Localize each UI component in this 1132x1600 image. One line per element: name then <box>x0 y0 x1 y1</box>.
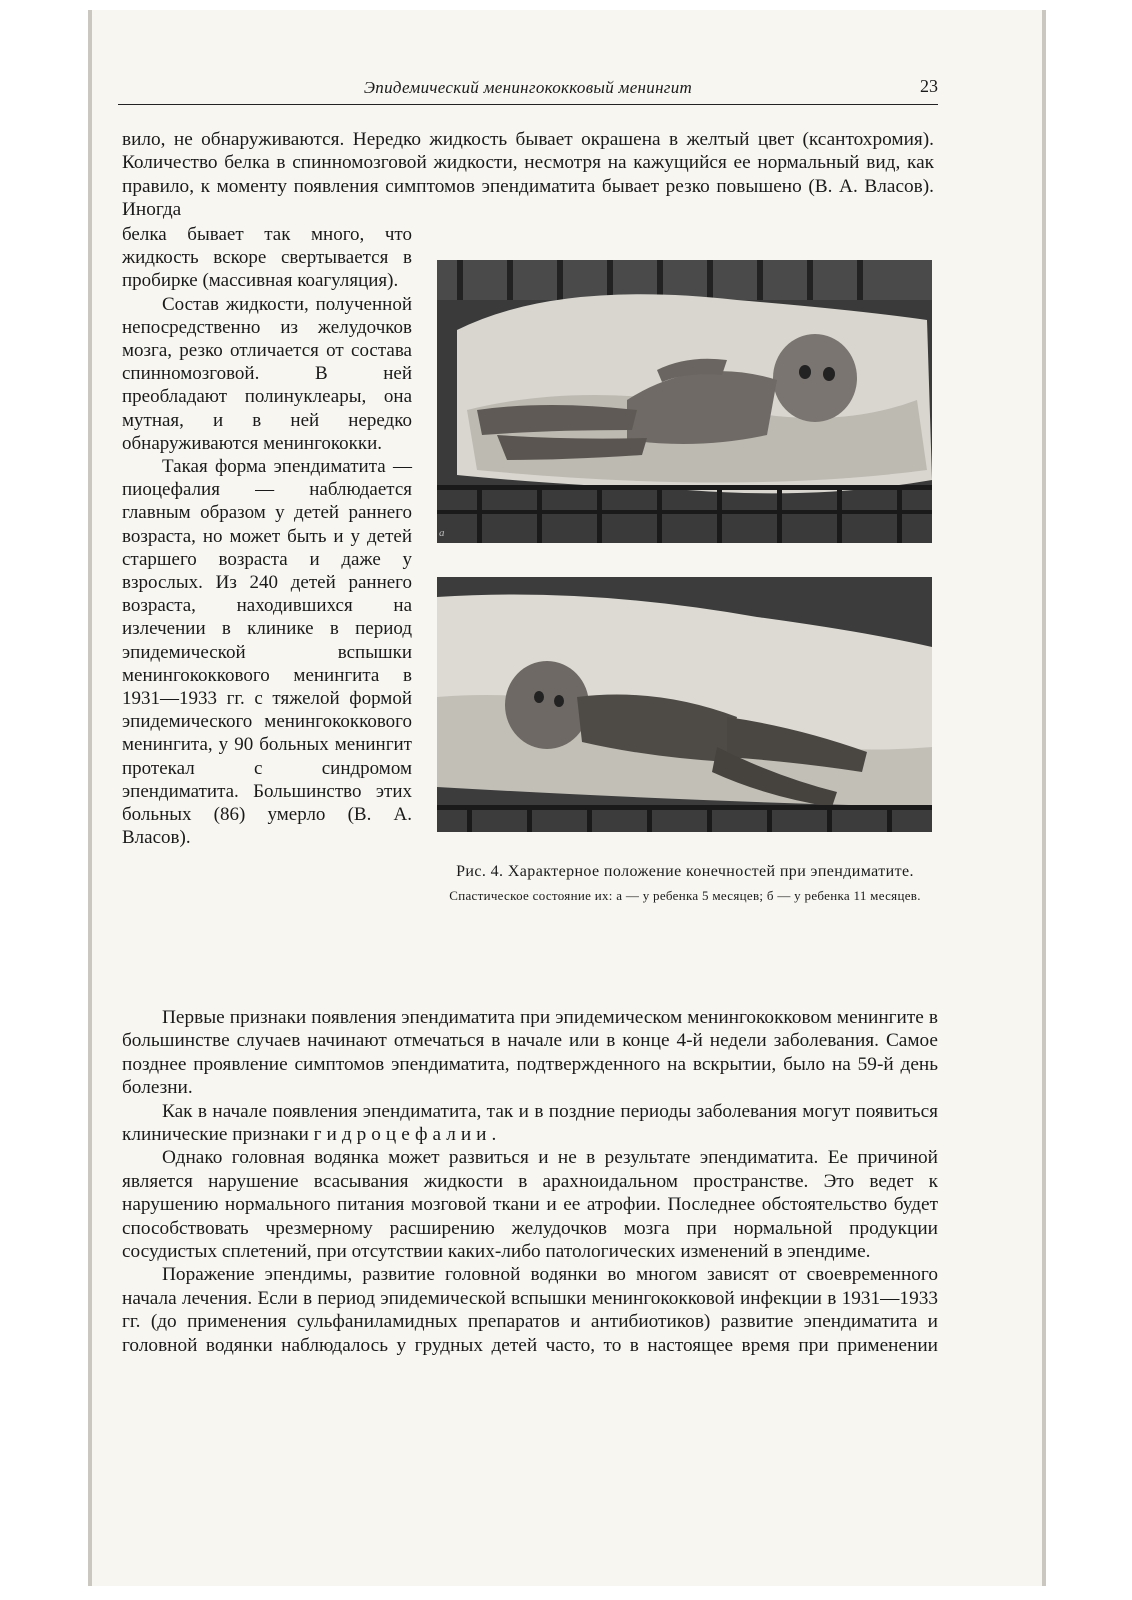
figure-caption <box>430 862 940 903</box>
paragraph: Первые признаки появления эпендиматита при эпидемическом менингококковом менингите в большинстве случаев начинают отмечаться в начале или в конце 4-й недели заболевания. Самое позднее проявление симптомов эпендиматита, подтвержденного на вскрытии, было на 59-й день болезни. <box>122 1007 938 1099</box>
text-block-top <box>122 128 934 222</box>
text-block-bottom <box>122 1006 938 1357</box>
running-title: Эпидемический менингококковый менингит <box>363 78 693 97</box>
paragraph <box>122 1100 938 1147</box>
paragraph: Такая форма эпендиматита — пиоцефалия — наблюдается главным образом у детей раннего возраста, но может быть и у детей старшего возраста и даже у взрослых. Из 240 детей раннего возраста, находившихся на излечении в клинике в период эпидемической вспышки менингококкового менингита в 1931—1933 гг. с тяжелой формой эпидемического менингококкового менингита, у 90 больных менингит протекал с синдромом эпендиматита. Большинство этих больных (86) умерло (В. А. Власов). <box>122 456 412 849</box>
caption-main: Рис. 4. Характерное положение конечностей при эпендиматите. <box>456 863 914 880</box>
caption-sub: Спастическое состояние их: а — у ребенка 5 месяцев; б — у ребенка 11 месяцев. <box>449 888 921 903</box>
paragraph: вило, не обнаруживаются. Нередко жидкость бывает окрашена в желтый цвет (ксантохромия). Количество белка в спинномозговой жидкости, несмотря на кажущийся ее нормальный вид, как правило, к моменту появления симптомов эпендиматита бывает резко повышено (В. А. Власов). Иногда <box>122 129 934 221</box>
photo-a-label: а <box>439 527 445 539</box>
paragraph-text: . <box>491 1124 497 1146</box>
spaced-term: гидроцефалии <box>313 1124 492 1146</box>
infant-photo-b-image <box>437 577 932 832</box>
paragraph: Состав жидкости, полученной непосредственно из желудочков мозга, резко отличается от состава спинномозговой. В ней преобладают полинуклеары, она мутная, и в ней нередко обнаруживаются менингококки. <box>122 293 412 454</box>
figure-photo-a <box>437 260 932 543</box>
infant-photo-a-image <box>437 260 932 543</box>
paragraph: Однако головная водянка может развиться и не в результате эпендиматита. Ее причиной является нарушение всасывания жидкости в арахноидальном пространстве. Это ведет к нарушению нормального питания мозговой ткани и ее атрофии. Последнее обстоятельство будет способствовать чрезмерному расширению желудочков мозга при нормальной продукции сосудистых сплетений, при отсутствии каких-либо патологических изменений в эпендиме. <box>122 1147 938 1263</box>
page-header <box>118 76 938 105</box>
paragraph: белка бывает так много, что жидкость вскоре свертывается в пробирке (массивная коагуляция). <box>122 224 412 292</box>
paragraph-text: Как в начале появления эпендиматита, так и в поздние периоды заболевания могут появиться клинические признаки <box>122 1100 938 1146</box>
paragraph: Поражение эпендимы, развитие головной водянки во многом зависят от своевременного начала лечения. Если в период эпидемической вспышки менингококковой инфекции в 1931—1933 гг. (до применения сульфаниламидных препаратов и антибиотиков) развитие эпендиматита и головной водянки наблюдалось у грудных детей часто, то в настоящее время при применении <box>122 1264 938 1356</box>
text-column-left <box>122 223 412 849</box>
figure-photo-b <box>437 577 932 832</box>
page-number: 23 <box>920 76 938 96</box>
